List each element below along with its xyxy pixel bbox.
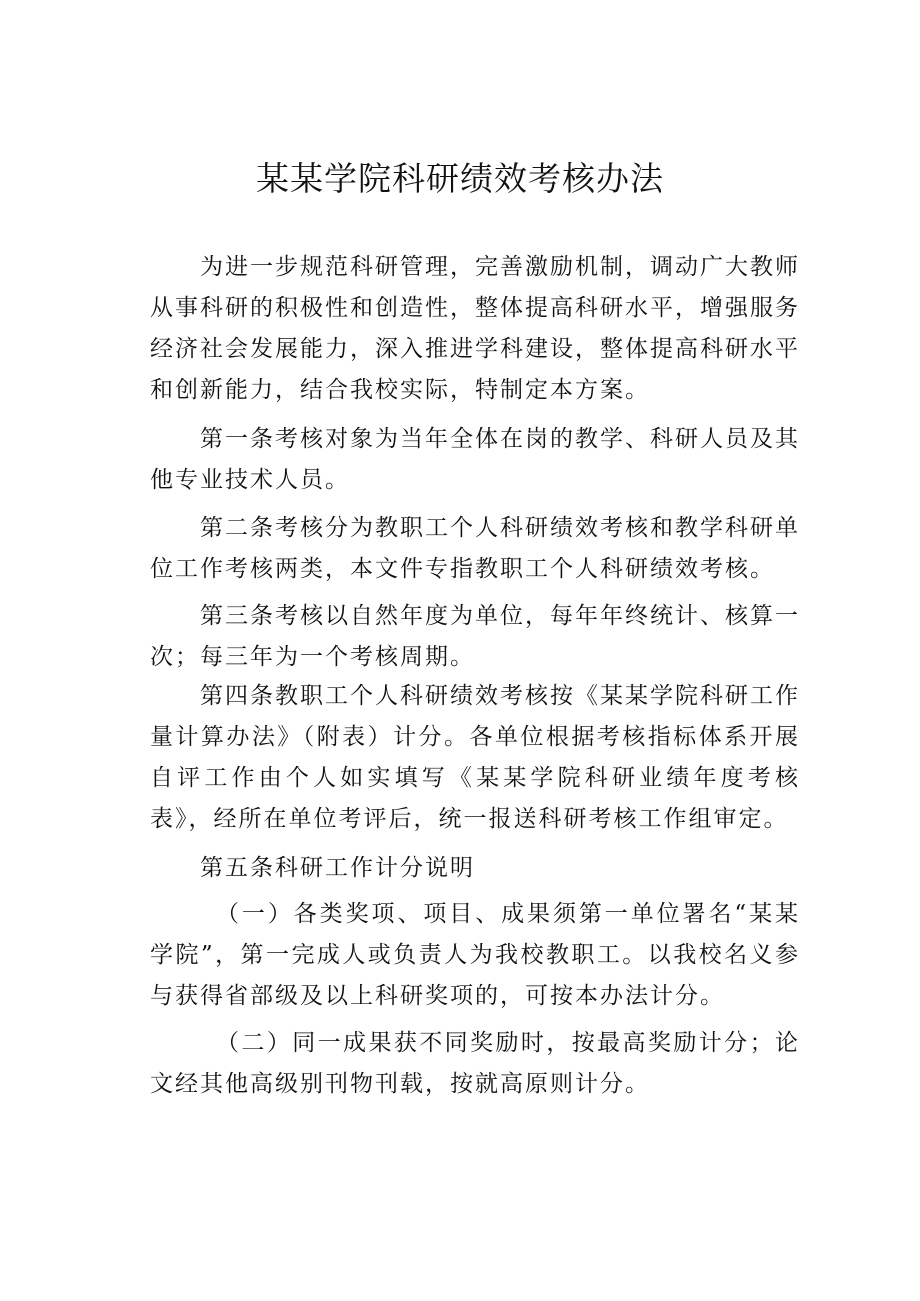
intro-paragraph: 为进一步规范科研管理，完善激励机制，调动广大教师从事科研的积极性和创造性，整体提高科研水平，增强服务经济社会发展能力，深入推进学科建设，整体提高科研水平和创新能力，结合我校实际，特制定本方案。 xyxy=(150,254,800,403)
article-1-paragraph: 第一条考核对象为当年全体在岗的教学、科研人员及其他专业技术人员。 xyxy=(150,426,800,493)
article-4-paragraph: 第四条教职工个人科研绩效考核按《某某学院科研工作量计算办法》（附表）计分。各单位根据考核指标体系开展自评工作由个人如实填写《某某学院科研业绩年度考核表》，经所在单位考评后，统一报送科研考核工作组审定。 xyxy=(150,683,800,832)
article-5-item-1: （一）各类奖项、项目、成果须第一单位署名“某某学院”，第一完成人或负责人为我校教职工。以我校名义参与获得省部级及以上科研奖项的，可按本办法计分。 xyxy=(150,901,800,1009)
document-title: 某某学院科研绩效考核办法 xyxy=(256,159,664,198)
article-2-paragraph: 第二条考核分为教职工个人科研绩效考核和教学科研单位工作考核两类，本文件专指教职工个人科研绩效考核。 xyxy=(150,515,800,582)
article-3-paragraph: 第三条考核以自然年度为单位，每年年终统计、核算一次；每三年为一个考核周期。 xyxy=(150,603,800,670)
article-5-item-2: （二）同一成果获不同奖励时，按最高奖励计分；论文经其他高级别刊物刊载，按就高原则计分。 xyxy=(150,1030,800,1097)
article-5-heading: 第五条科研工作计分说明 xyxy=(200,855,475,881)
